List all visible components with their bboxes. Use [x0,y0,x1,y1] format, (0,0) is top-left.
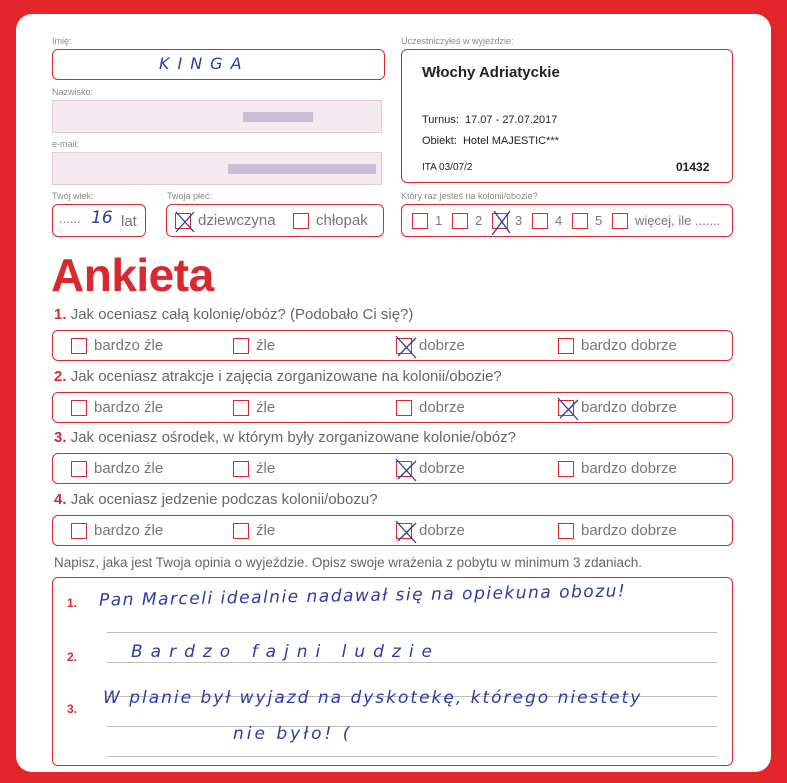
answer-1-text: Pan Marceli idealnie nadawał się na opiekuna obozu! [98,581,627,611]
surname-field-redacted[interactable] [52,100,382,133]
answer-3-text: W planie był wyjazd na dyskotekę, którego niestety [103,688,643,708]
gender-female[interactable] [175,205,276,236]
option-checkbox[interactable] [233,400,249,416]
option-label: bardzo źle [94,337,164,354]
option-label: bardzo dobrze [581,399,677,416]
check-mark-icon [490,209,514,235]
answer-line [107,756,717,757]
gender-field [166,204,384,237]
turnus-row: Turnus: 17.07 - 27.07.2017 [422,114,558,126]
times-1-label: 1 [435,213,443,228]
option-3[interactable] [396,454,465,483]
question-4-text [54,491,378,508]
option-checkbox[interactable] [233,461,249,477]
option-label: bardzo źle [94,399,164,416]
male-checkbox[interactable] [293,213,309,229]
option-2[interactable] [233,331,275,360]
question-number: 1. [54,306,67,323]
option-label: źle [256,460,276,477]
answer-line [107,726,717,727]
age-unit: lat [121,213,137,230]
option-checkbox[interactable] [71,523,87,539]
times-4-checkbox[interactable] [532,213,548,229]
email-label: e-mail: [52,139,80,149]
option-1[interactable] [71,454,163,483]
times-3-checkbox[interactable] [492,213,508,229]
option-label: źle [256,399,276,416]
option-checkbox[interactable] [396,400,412,416]
answer-2-number: 2. [67,650,78,664]
option-4[interactable] [558,331,677,360]
surname-label: Nazwisko: [52,87,94,97]
check-mark-icon [394,519,418,545]
option-label: bardzo dobrze [581,460,677,477]
answer-3-number: 3. [67,702,78,716]
option-label: bardzo źle [94,522,164,539]
check-mark-icon [394,334,418,360]
answer-3-continuation: nie było! ( [233,724,353,744]
survey-title: Ankieta [51,249,214,301]
answer-2-text: Bardzo fajni ludzie [131,642,441,662]
question-label: Jak oceniasz całą kolonię/obóz? (Podobało Ci się?) [70,306,414,323]
option-label: bardzo dobrze [581,522,677,539]
question-3-text [54,429,516,446]
option-label: dobrze [419,337,465,354]
question-number: 4. [54,491,67,508]
age-value: 16 [91,208,113,228]
age-dots: ...... [59,211,81,226]
option-2[interactable] [233,393,275,422]
option-checkbox[interactable] [71,461,87,477]
option-4[interactable] [558,516,677,545]
trip-info-box [401,49,733,183]
option-2[interactable] [233,516,275,545]
option-checkbox[interactable] [233,338,249,354]
times-option-more[interactable] [612,205,720,236]
opinion-answer-box[interactable] [52,577,733,766]
option-label: dobrze [419,460,465,477]
option-checkbox[interactable] [558,461,574,477]
option-checkbox[interactable] [71,338,87,354]
option-3[interactable] [396,393,465,422]
option-label: źle [256,522,276,539]
option-label: dobrze [419,522,465,539]
question-number: 3. [54,429,67,446]
age-label: Twój wiek: [52,191,94,201]
option-checkbox[interactable] [558,523,574,539]
times-option-2[interactable] [452,205,482,236]
times-option-4[interactable] [532,205,562,236]
option-checkbox[interactable] [233,523,249,539]
question-2-text [54,368,502,385]
option-1[interactable] [71,393,163,422]
question-4-options [52,515,733,546]
form-number: 01432 [676,160,710,174]
times-field [401,204,733,237]
answer-line [107,632,717,633]
male-label: chłopak [316,212,368,229]
option-checkbox[interactable] [71,400,87,416]
times-more-label: więcej, ile ....... [635,213,721,228]
question-3-options [52,453,733,484]
times-2-label: 2 [475,213,483,228]
option-checkbox[interactable] [396,523,412,539]
age-field[interactable] [52,204,146,237]
times-4-label: 4 [555,213,563,228]
option-label: bardzo dobrze [581,337,677,354]
times-option-1[interactable] [412,205,442,236]
option-1[interactable] [71,516,163,545]
question-label: Jak oceniasz jedzenie podczas kolonii/obozu? [70,491,378,508]
question-1-options [52,330,733,361]
question-label: Jak oceniasz atrakcje i zajęcia zorganizowane na kolonii/obozie? [70,368,502,385]
option-checkbox[interactable] [396,338,412,354]
option-checkbox[interactable] [558,338,574,354]
option-3[interactable] [396,331,465,360]
option-label: dobrze [419,399,465,416]
option-checkbox[interactable] [396,461,412,477]
question-1-text [54,306,413,323]
option-label: źle [256,337,276,354]
times-option-3[interactable] [492,205,522,236]
name-value: KINGA [159,54,250,73]
question-2-options [52,392,733,423]
check-mark-icon [173,209,197,235]
obiekt-row: Obiekt: Hotel MAJESTIC*** [422,135,559,147]
answer-line [107,662,717,663]
times-1-checkbox[interactable] [412,213,428,229]
option-3[interactable] [396,516,465,545]
female-checkbox[interactable] [175,213,191,229]
option-1[interactable] [71,331,163,360]
email-field-redacted[interactable] [52,152,382,185]
option-4[interactable] [558,454,677,483]
answer-1-number: 1. [67,596,78,610]
times-3-label: 3 [515,213,523,228]
name-field[interactable] [52,49,385,80]
option-label: bardzo źle [94,460,164,477]
opinion-prompt: Napisz, jaka jest Twoja opinia o wyjeździe. Opisz swoje wrażenia z pobytu w minimum 3 zdaniach. [54,555,643,570]
gender-male[interactable] [293,205,368,236]
survey-sheet [16,14,771,772]
name-label: Imię: [52,36,72,46]
trip-code: ITA 03/07/2 [422,162,473,173]
option-checkbox[interactable] [558,400,574,416]
times-option-5[interactable] [572,205,602,236]
times-2-checkbox[interactable] [452,213,468,229]
check-mark-icon [556,396,580,422]
option-4[interactable] [558,393,677,422]
times-5-checkbox[interactable] [572,213,588,229]
check-mark-icon [394,457,418,483]
participated-label: Uczestniczyłeś w wyjeździe: [401,36,514,46]
gender-label: Twoja płeć: [167,191,213,201]
question-label: Jak oceniasz ośrodek, w którym były zorganizowane kolonie/obóz? [70,429,516,446]
female-label: dziewczyna [198,212,276,229]
question-number: 2. [54,368,67,385]
times-5-label: 5 [595,213,603,228]
option-2[interactable] [233,454,275,483]
times-label: Który raz jesteś na kolonii/obozie? [401,191,538,201]
times-more-checkbox[interactable] [612,213,628,229]
trip-title: Włochy Adriatyckie [422,64,560,81]
